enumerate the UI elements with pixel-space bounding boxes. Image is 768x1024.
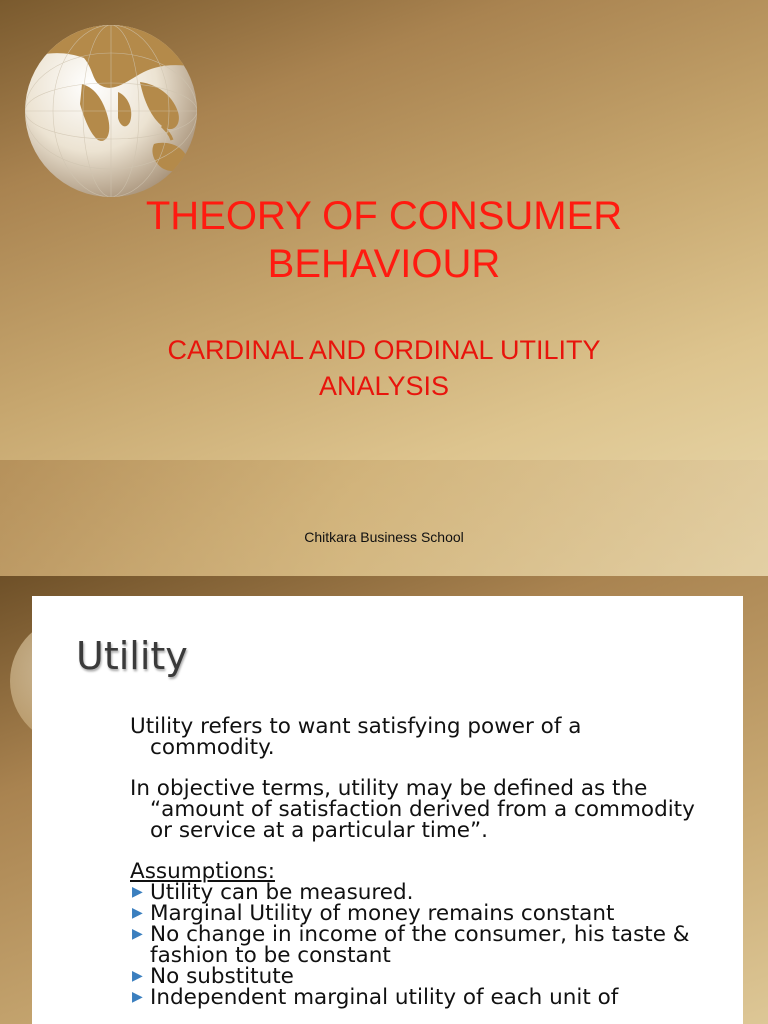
list-item [130, 882, 710, 903]
deck-title-line-1: THEORY OF CONSUMER [145, 194, 623, 238]
triangle-bullet-icon: ▶ [132, 926, 143, 942]
list-item-text: Utility can be measured. [150, 880, 414, 905]
list-item [130, 924, 710, 966]
list-item [130, 987, 710, 1008]
globe-icon [22, 22, 200, 200]
triangle-bullet-icon: ▶ [132, 989, 143, 1005]
assumptions-list [130, 882, 710, 1008]
assumptions-heading: Assumptions: [130, 859, 275, 884]
slide-background-band [0, 460, 768, 576]
list-item-text: No substitute [150, 964, 294, 989]
deck-subtitle [0, 332, 768, 404]
deck-subtitle-line-1: CARDINAL AND ORDINAL UTILITY [167, 335, 601, 365]
objective-definition-paragraph: In objective terms, utility may be defined as the “amount of satisfaction derived from a commodity or service at a particular time”. [130, 776, 695, 843]
list-item [130, 966, 710, 987]
triangle-bullet-icon: ▶ [132, 905, 143, 921]
list-item-text: Marginal Utility of money remains constant [150, 901, 615, 926]
deck-subtitle-line-2: ANALYSIS [318, 371, 450, 401]
triangle-bullet-icon: ▶ [132, 968, 143, 984]
slide-footer: Chitkara Business School [304, 529, 464, 545]
triangle-bullet-icon: ▶ [132, 884, 143, 900]
utility-slide [0, 576, 768, 1024]
content-card [32, 596, 743, 1024]
deck-title [0, 192, 768, 288]
list-item-text: No change in income of the consumer, his taste & fashion to be constant [150, 922, 690, 968]
slide-heading: Utility [76, 634, 188, 678]
list-item [130, 903, 710, 924]
definition-paragraph: Utility refers to want satisfying power of a commodity. [130, 714, 582, 760]
list-item-text: Independent marginal utility of each unit of [150, 985, 619, 1010]
deck-title-line-2: BEHAVIOUR [267, 242, 501, 286]
slide-body [130, 716, 710, 1008]
